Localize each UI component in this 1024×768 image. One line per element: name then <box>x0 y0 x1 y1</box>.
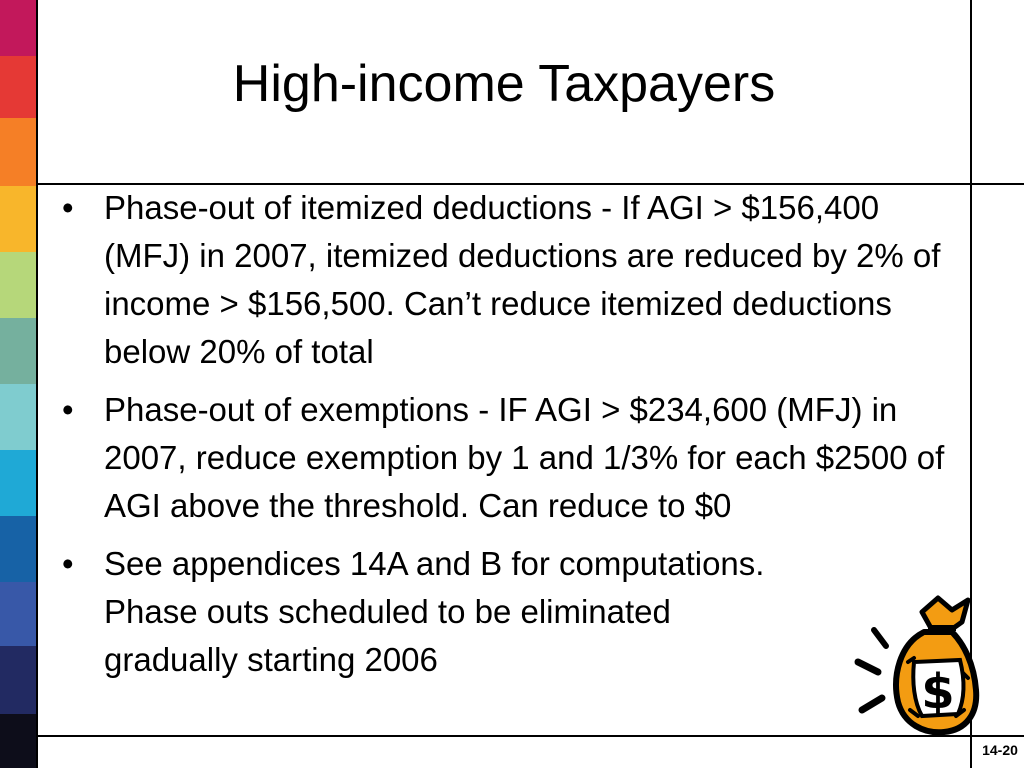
color-swatch <box>0 252 36 318</box>
color-swatch <box>0 384 36 450</box>
color-bar <box>0 0 36 768</box>
bullet-item: • Phase-out of exemptions - IF AGI > $234,600 (MFJ) in 2007, reduce exemption by 1 and 1/3% for each $2500 of AGI above the threshold. Can reduce to $0 <box>62 386 967 530</box>
bullet-item: • See appendices 14A and B for computations. Phase outs scheduled to be eliminated gradually starting 2006 <box>62 540 967 684</box>
color-swatch <box>0 646 36 714</box>
dollar-sign: $ <box>921 664 955 720</box>
bullet-item: • Phase-out of itemized deductions - If AGI > $156,400 (MFJ) in 2007, itemized deductions are reduced by 2% of income > $156,500. Can’t reduce itemized deductions below 20% of total <box>62 184 967 376</box>
color-swatch <box>0 450 36 516</box>
color-swatch <box>0 318 36 384</box>
color-swatch <box>0 186 36 252</box>
slide-number: 14-20 <box>982 742 1018 758</box>
color-swatch <box>0 516 36 582</box>
color-swatch <box>0 714 36 768</box>
color-swatch <box>0 0 36 56</box>
money-bag-icon <box>852 592 984 742</box>
bullet-list <box>62 184 967 694</box>
color-swatch <box>0 118 36 186</box>
slide-title: High-income Taxpayers <box>232 55 776 113</box>
color-swatch <box>0 582 36 646</box>
color-swatch <box>0 56 36 118</box>
